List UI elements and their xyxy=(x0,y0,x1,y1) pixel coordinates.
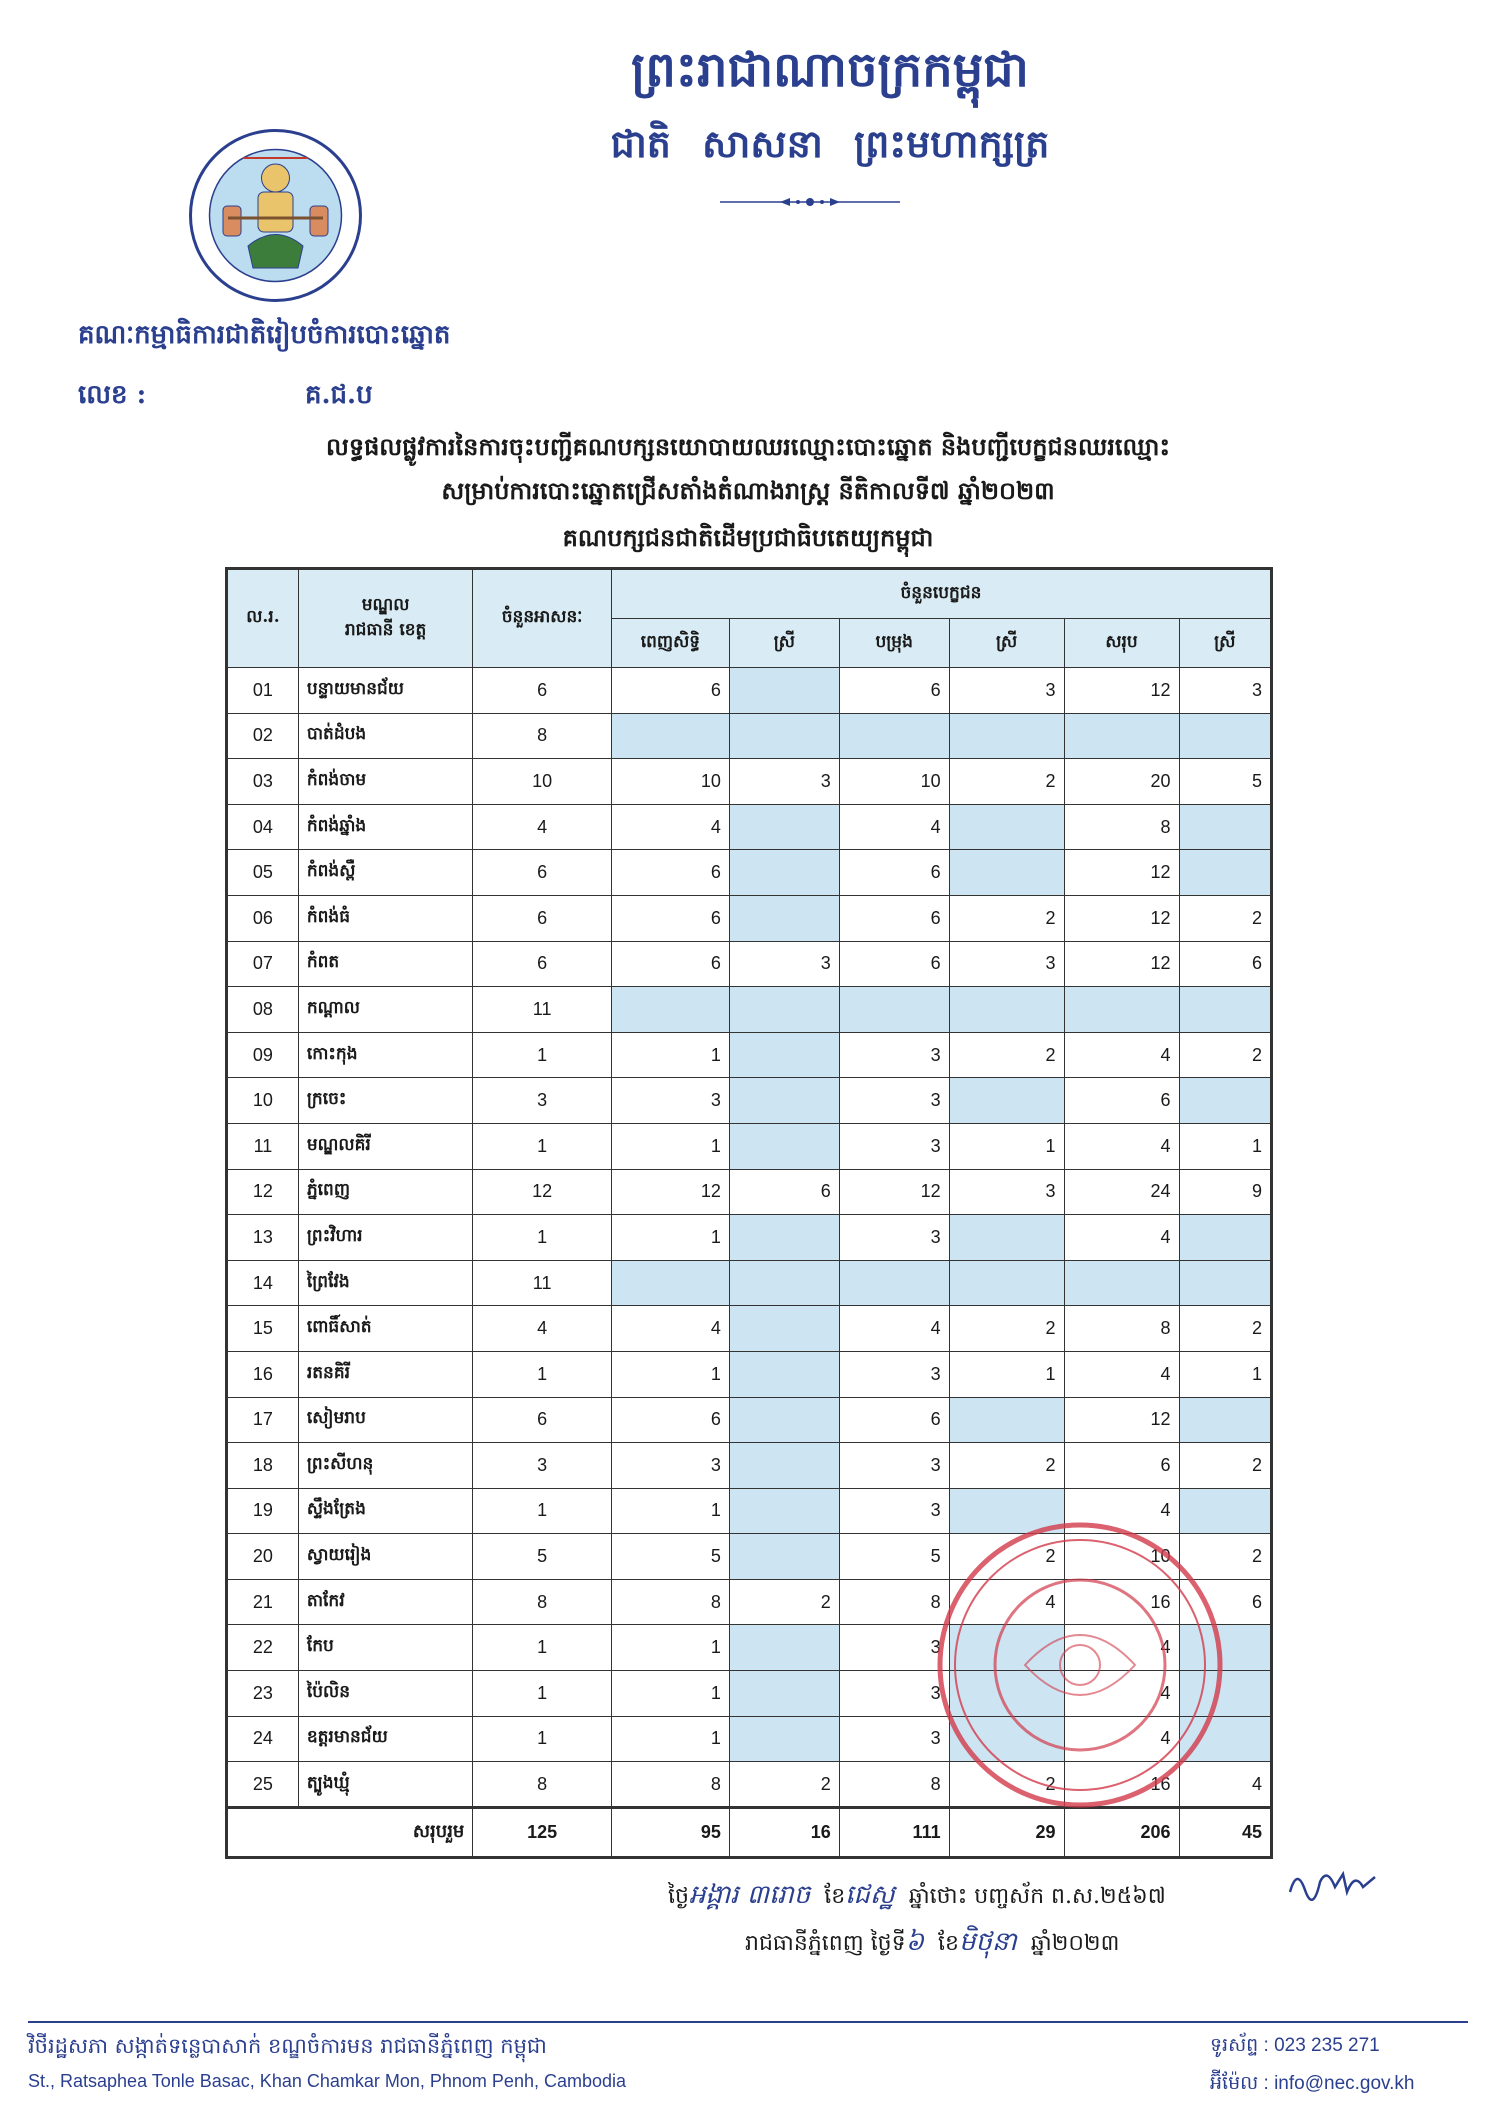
full-count: 6 xyxy=(611,1397,729,1443)
table-row xyxy=(227,1716,1272,1762)
table-row xyxy=(227,1397,1272,1443)
reserve-female-count: 2 xyxy=(949,759,1064,805)
table-row xyxy=(227,1351,1272,1397)
row-number: 14 xyxy=(227,1260,299,1306)
row-number: 16 xyxy=(227,1351,299,1397)
reserve-female-count: 3 xyxy=(949,668,1064,714)
reserve-count: 3 xyxy=(839,1625,949,1671)
full-count: 4 xyxy=(611,1306,729,1352)
reserve-count: 4 xyxy=(839,804,949,850)
total-female-count: 4 xyxy=(1179,1762,1272,1808)
seats-count: 5 xyxy=(473,1534,612,1580)
constituency-name: កោះកុង xyxy=(298,1032,473,1078)
seats-count: 12 xyxy=(473,1169,612,1215)
total-female-count xyxy=(1179,713,1272,759)
full-count: 10 xyxy=(611,759,729,805)
table-row xyxy=(227,1579,1272,1625)
total-count: 4 xyxy=(1064,1215,1179,1261)
reserve-count: 6 xyxy=(839,941,949,987)
totals-label: សរុបរួម xyxy=(227,1807,473,1857)
reserve-count: 3 xyxy=(839,1488,949,1534)
totals-total-female: 45 xyxy=(1179,1807,1272,1857)
total-count xyxy=(1064,1260,1179,1306)
constituency-name: ស្ទឹងត្រែង xyxy=(298,1488,473,1534)
full-female-count xyxy=(729,1078,839,1124)
reserve-female-count xyxy=(949,1716,1064,1762)
seats-count: 1 xyxy=(473,1716,612,1762)
row-number: 11 xyxy=(227,1123,299,1169)
constituency-name: កំពង់ចាម xyxy=(298,759,473,805)
table-row xyxy=(227,895,1272,941)
signature-icon xyxy=(1285,1862,1380,1904)
full-count: 5 xyxy=(611,1534,729,1580)
constituency-name: ត្បូងឃ្មុំ xyxy=(298,1762,473,1808)
reserve-female-count xyxy=(949,850,1064,896)
total-count: 4 xyxy=(1064,1351,1179,1397)
full-count xyxy=(611,713,729,759)
solar-year: ឆ្នាំ២០២៣ xyxy=(1030,1931,1120,1956)
total-female-count xyxy=(1179,987,1272,1033)
full-count: 3 xyxy=(611,1443,729,1489)
total-female-count: 2 xyxy=(1179,895,1272,941)
header-total: សរុប xyxy=(1064,619,1179,668)
full-count: 6 xyxy=(611,941,729,987)
reserve-female-count: 2 xyxy=(949,1032,1064,1078)
row-number: 03 xyxy=(227,759,299,805)
reserve-female-count xyxy=(949,1671,1064,1717)
reserve-count: 3 xyxy=(839,1671,949,1717)
constituency-name: រតនគិរី xyxy=(298,1351,473,1397)
table-row xyxy=(227,1625,1272,1671)
header-full: ពេញសិទ្ធិ xyxy=(611,619,729,668)
organization-name: គណៈកម្មាធិការជាតិរៀបចំការបោះឆ្នោត xyxy=(78,320,451,350)
seats-count: 6 xyxy=(473,941,612,987)
seats-count: 6 xyxy=(473,895,612,941)
seats-count: 1 xyxy=(473,1488,612,1534)
full-count: 1 xyxy=(611,1488,729,1534)
table-row xyxy=(227,1215,1272,1261)
total-female-count: 2 xyxy=(1179,1534,1272,1580)
table-row xyxy=(227,1306,1272,1352)
seats-count: 4 xyxy=(473,804,612,850)
seats-count: 6 xyxy=(473,668,612,714)
full-female-count xyxy=(729,1534,839,1580)
full-female-count xyxy=(729,668,839,714)
reserve-count: 6 xyxy=(839,895,949,941)
totals-seats: 125 xyxy=(473,1807,612,1857)
reserve-female-count xyxy=(949,1078,1064,1124)
totals-row xyxy=(227,1807,1272,1857)
full-female-count xyxy=(729,895,839,941)
total-count: 4 xyxy=(1064,1123,1179,1169)
reserve-count: 3 xyxy=(839,1078,949,1124)
seats-count: 1 xyxy=(473,1351,612,1397)
table-row xyxy=(227,759,1272,805)
full-count: 6 xyxy=(611,895,729,941)
total-female-count: 6 xyxy=(1179,1579,1272,1625)
lunar-day: អង្គារ ៣រោច xyxy=(688,1880,811,1910)
footer-address-khmer: វិថីរដ្ឋសភា សង្កាត់ទន្លេបាសាក់ ខណ្ឌចំការមន រាជធានីភ្នំពេញ កម្ពុជា xyxy=(28,2034,547,2058)
table-row xyxy=(227,1534,1272,1580)
constituency-name: បន្ទាយមានជ័យ xyxy=(298,668,473,714)
totals-reserve-female: 29 xyxy=(949,1807,1064,1857)
total-female-count xyxy=(1179,1397,1272,1443)
total-count: 8 xyxy=(1064,804,1179,850)
full-female-count: 2 xyxy=(729,1579,839,1625)
table-row xyxy=(227,1488,1272,1534)
seats-count: 1 xyxy=(473,1215,612,1261)
total-female-count xyxy=(1179,1078,1272,1124)
total-count: 12 xyxy=(1064,1397,1179,1443)
constituency-name: កំពង់ស្ពឺ xyxy=(298,850,473,896)
reserve-female-count xyxy=(949,1215,1064,1261)
solar-month-prefix: ខែ xyxy=(938,1931,959,1956)
reserve-female-count: 2 xyxy=(949,1306,1064,1352)
total-female-count xyxy=(1179,1716,1272,1762)
full-count: 1 xyxy=(611,1625,729,1671)
lunar-month: ជេស្ឋ xyxy=(845,1880,895,1910)
seats-count: 3 xyxy=(473,1443,612,1489)
totals-total: 206 xyxy=(1064,1807,1179,1857)
constituency-name: ក្រចេះ xyxy=(298,1078,473,1124)
full-count: 8 xyxy=(611,1762,729,1808)
full-female-count xyxy=(729,1032,839,1078)
footer-email: អ៊ីម៉ែល : info@nec.gov.kh xyxy=(1210,2073,1415,2094)
constituency-name: ពោធិ៍សាត់ xyxy=(298,1306,473,1352)
table-row xyxy=(227,1260,1272,1306)
row-number: 02 xyxy=(227,713,299,759)
full-count: 1 xyxy=(611,1716,729,1762)
table-row xyxy=(227,987,1272,1033)
reserve-female-count: 1 xyxy=(949,1351,1064,1397)
full-female-count xyxy=(729,1443,839,1489)
document-title-line1: លទ្ធផលផ្លូវការនៃការចុះបញ្ជីគណបក្សនយោបាយឈរឈ្មោះបោះឆ្នោត និងបញ្ជីបេក្ខជនឈរឈ្មោះ xyxy=(325,432,1171,461)
reserve-female-count: 2 xyxy=(949,1534,1064,1580)
seats-count: 1 xyxy=(473,1123,612,1169)
row-number: 18 xyxy=(227,1443,299,1489)
full-female-count: 2 xyxy=(729,1762,839,1808)
table-row xyxy=(227,1078,1272,1124)
total-female-count: 2 xyxy=(1179,1306,1272,1352)
full-female-count xyxy=(729,1671,839,1717)
header-candidates: ចំនួនបេក្ខជន xyxy=(611,569,1271,619)
solar-date xyxy=(745,1925,1119,1963)
seats-count: 1 xyxy=(473,1671,612,1717)
constituency-name: កែប xyxy=(298,1625,473,1671)
totals-reserve: 111 xyxy=(839,1807,949,1857)
full-count: 1 xyxy=(611,1215,729,1261)
reserve-female-count: 1 xyxy=(949,1123,1064,1169)
total-count: 4 xyxy=(1064,1625,1179,1671)
full-female-count xyxy=(729,1351,839,1397)
seats-count: 1 xyxy=(473,1032,612,1078)
reserve-female-count: 3 xyxy=(949,941,1064,987)
national-motto: ជាតិ សាសនា ព្រះមហាក្សត្រ xyxy=(610,121,1050,166)
constituency-name: ព្រៃវែង xyxy=(298,1260,473,1306)
total-count xyxy=(1064,713,1179,759)
reserve-count: 6 xyxy=(839,1397,949,1443)
full-female-count xyxy=(729,850,839,896)
reserve-female-count: 2 xyxy=(949,1762,1064,1808)
total-count: 8 xyxy=(1064,1306,1179,1352)
seats-count: 11 xyxy=(473,987,612,1033)
full-count: 1 xyxy=(611,1671,729,1717)
reserve-female-count xyxy=(949,1397,1064,1443)
table-row xyxy=(227,1671,1272,1717)
reserve-count: 3 xyxy=(839,1215,949,1261)
full-female-count xyxy=(729,1488,839,1534)
full-count: 6 xyxy=(611,668,729,714)
full-female-count xyxy=(729,1260,839,1306)
reserve-count: 6 xyxy=(839,668,949,714)
row-number: 19 xyxy=(227,1488,299,1534)
total-female-count: 2 xyxy=(1179,1032,1272,1078)
full-female-count: 6 xyxy=(729,1169,839,1215)
row-number: 05 xyxy=(227,850,299,896)
total-count: 12 xyxy=(1064,941,1179,987)
row-number: 08 xyxy=(227,987,299,1033)
table-row xyxy=(227,850,1272,896)
constituency-name: តាកែវ xyxy=(298,1579,473,1625)
seats-count: 6 xyxy=(473,1397,612,1443)
header-constituency: មណ្ឌល រាជធានី ខេត្ត xyxy=(298,569,473,668)
totals-full-female: 16 xyxy=(729,1807,839,1857)
reserve-count: 8 xyxy=(839,1579,949,1625)
total-count xyxy=(1064,987,1179,1033)
total-count: 6 xyxy=(1064,1078,1179,1124)
reserve-female-count: 2 xyxy=(949,1443,1064,1489)
table-row xyxy=(227,668,1272,714)
full-female-count xyxy=(729,1397,839,1443)
ornament-divider-icon xyxy=(720,195,900,209)
table-row xyxy=(227,1169,1272,1215)
constituency-name: បាត់ដំបង xyxy=(298,713,473,759)
row-number: 15 xyxy=(227,1306,299,1352)
reserve-count xyxy=(839,713,949,759)
seats-count: 1 xyxy=(473,1625,612,1671)
row-number: 12 xyxy=(227,1169,299,1215)
constituency-name: កំពត xyxy=(298,941,473,987)
total-count: 16 xyxy=(1064,1579,1179,1625)
total-count: 4 xyxy=(1064,1716,1179,1762)
full-female-count: 3 xyxy=(729,759,839,805)
reserve-female-count xyxy=(949,1488,1064,1534)
total-count: 10 xyxy=(1064,1534,1179,1580)
table-row xyxy=(227,1123,1272,1169)
total-count: 12 xyxy=(1064,850,1179,896)
reserve-female-count xyxy=(949,1260,1064,1306)
reserve-count xyxy=(839,987,949,1033)
kingdom-title: ព្រះរាជាណាចក្រកម្ពុជា xyxy=(631,42,1029,98)
total-female-count: 1 xyxy=(1179,1123,1272,1169)
row-number: 10 xyxy=(227,1078,299,1124)
total-female-count xyxy=(1179,1625,1272,1671)
full-count: 6 xyxy=(611,850,729,896)
constituency-name: ព្រះវិហារ xyxy=(298,1215,473,1261)
reserve-count: 3 xyxy=(839,1032,949,1078)
total-female-count xyxy=(1179,1215,1272,1261)
solar-day-prefix: រាជធានីភ្នំពេញ ថ្ងៃទី xyxy=(745,1931,906,1956)
full-count xyxy=(611,987,729,1033)
constituency-name: ព្រះសីហនុ xyxy=(298,1443,473,1489)
full-female-count: 3 xyxy=(729,941,839,987)
total-count: 4 xyxy=(1064,1032,1179,1078)
total-female-count xyxy=(1179,1260,1272,1306)
seats-count: 8 xyxy=(473,713,612,759)
total-female-count: 9 xyxy=(1179,1169,1272,1215)
reserve-female-count xyxy=(949,987,1064,1033)
reserve-count: 3 xyxy=(839,1123,949,1169)
total-female-count xyxy=(1179,804,1272,850)
row-number: 25 xyxy=(227,1762,299,1808)
lunar-day-prefix: ថ្ងៃ xyxy=(668,1884,689,1909)
header-reserve: បម្រុង xyxy=(839,619,949,668)
reserve-female-count xyxy=(949,713,1064,759)
total-count: 16 xyxy=(1064,1762,1179,1808)
row-number: 24 xyxy=(227,1716,299,1762)
total-female-count xyxy=(1179,1488,1272,1534)
row-number: 23 xyxy=(227,1671,299,1717)
full-female-count xyxy=(729,713,839,759)
total-count: 4 xyxy=(1064,1488,1179,1534)
seats-count: 11 xyxy=(473,1260,612,1306)
footer-address-english: St., Ratsaphea Tonle Basac, Khan Chamkar Mon, Phnom Penh, Cambodia xyxy=(28,2071,627,2091)
total-female-count xyxy=(1179,850,1272,896)
row-number: 22 xyxy=(227,1625,299,1671)
solar-month: មិថុនា xyxy=(958,1927,1017,1957)
row-number: 01 xyxy=(227,668,299,714)
row-number: 17 xyxy=(227,1397,299,1443)
full-female-count xyxy=(729,1625,839,1671)
total-female-count: 2 xyxy=(1179,1443,1272,1489)
row-number: 04 xyxy=(227,804,299,850)
full-count: 1 xyxy=(611,1032,729,1078)
total-female-count: 3 xyxy=(1179,668,1272,714)
lunar-year: ឆ្នាំថោះ បញ្ចស័ក ព.ស.២៥៦៧ xyxy=(908,1884,1166,1909)
table-row xyxy=(227,1762,1272,1808)
row-number: 13 xyxy=(227,1215,299,1261)
constituency-name: កំពង់ឆ្នាំង xyxy=(298,804,473,850)
total-female-count xyxy=(1179,1671,1272,1717)
full-female-count xyxy=(729,1215,839,1261)
lunar-date xyxy=(668,1878,1166,1916)
reserve-female-count: 2 xyxy=(949,895,1064,941)
reserve-count: 12 xyxy=(839,1169,949,1215)
document-title-line2: សម្រាប់ការបោះឆ្នោតជ្រើសតាំងតំណាងរាស្ត្រ នីតិកាលទី៧ ឆ្នាំ២០២៣ xyxy=(441,476,1055,505)
footer-phone: ទូរស័ព្ទ : 023 235 271 xyxy=(1210,2035,1380,2056)
full-female-count xyxy=(729,1716,839,1762)
reserve-female-count xyxy=(949,804,1064,850)
row-number: 06 xyxy=(227,895,299,941)
table-row xyxy=(227,1032,1272,1078)
footer-divider xyxy=(28,2021,1468,2023)
full-female-count xyxy=(729,1123,839,1169)
reference-value: គ.ជ.ប xyxy=(305,380,373,410)
reserve-count: 3 xyxy=(839,1443,949,1489)
header-total-female: ស្រី xyxy=(1179,619,1272,668)
full-female-count xyxy=(729,987,839,1033)
total-female-count: 5 xyxy=(1179,759,1272,805)
total-female-count: 1 xyxy=(1179,1351,1272,1397)
full-female-count xyxy=(729,804,839,850)
header-no: ល.រ. xyxy=(227,569,299,668)
constituency-name: សៀមរាប xyxy=(298,1397,473,1443)
full-count: 1 xyxy=(611,1351,729,1397)
full-count xyxy=(611,1260,729,1306)
header-seats: ចំនួនអាសនៈ xyxy=(473,569,612,668)
header-full-female: ស្រី xyxy=(729,619,839,668)
solar-day: ៦ xyxy=(905,1927,925,1957)
total-count: 12 xyxy=(1064,895,1179,941)
total-count: 12 xyxy=(1064,668,1179,714)
constituency-name: ស្វាយរៀង xyxy=(298,1534,473,1580)
reserve-female-count xyxy=(949,1625,1064,1671)
constituency-name: ប៉ៃលិន xyxy=(298,1671,473,1717)
seats-count: 6 xyxy=(473,850,612,896)
total-female-count: 6 xyxy=(1179,941,1272,987)
totals-full: 95 xyxy=(611,1807,729,1857)
total-count: 4 xyxy=(1064,1671,1179,1717)
reserve-count: 10 xyxy=(839,759,949,805)
reserve-female-count: 4 xyxy=(949,1579,1064,1625)
lunar-month-prefix: ខែ xyxy=(824,1884,846,1909)
party-name: គណបក្សជនជាតិដើមប្រជាធិបតេយ្យកម្ពុជា xyxy=(562,523,934,552)
table-row xyxy=(227,713,1272,759)
reserve-count: 4 xyxy=(839,1306,949,1352)
total-count: 24 xyxy=(1064,1169,1179,1215)
seats-count: 4 xyxy=(473,1306,612,1352)
seats-count: 3 xyxy=(473,1078,612,1124)
seats-count: 10 xyxy=(473,759,612,805)
constituency-name: ឧត្តរមានជ័យ xyxy=(298,1716,473,1762)
full-female-count xyxy=(729,1306,839,1352)
reserve-count: 6 xyxy=(839,850,949,896)
reserve-count: 5 xyxy=(839,1534,949,1580)
constituency-name: កំពង់ធំ xyxy=(298,895,473,941)
table-row xyxy=(227,941,1272,987)
full-count: 1 xyxy=(611,1123,729,1169)
header-reserve-female: ស្រី xyxy=(949,619,1064,668)
reserve-count: 3 xyxy=(839,1351,949,1397)
reference-label: លេខ : xyxy=(78,380,147,410)
constituency-name: កណ្តាល xyxy=(298,987,473,1033)
row-number: 21 xyxy=(227,1579,299,1625)
full-count: 12 xyxy=(611,1169,729,1215)
seats-count: 8 xyxy=(473,1579,612,1625)
reserve-count xyxy=(839,1260,949,1306)
row-number: 20 xyxy=(227,1534,299,1580)
table-row xyxy=(227,804,1272,850)
total-count: 6 xyxy=(1064,1443,1179,1489)
seats-count: 8 xyxy=(473,1762,612,1808)
constituency-name: មណ្ឌលគិរី xyxy=(298,1123,473,1169)
total-count: 20 xyxy=(1064,759,1179,805)
reserve-count: 8 xyxy=(839,1762,949,1808)
constituency-name: ភ្នំពេញ xyxy=(298,1169,473,1215)
table-row xyxy=(227,1443,1272,1489)
row-number: 07 xyxy=(227,941,299,987)
nec-emblem-icon xyxy=(188,128,363,303)
candidate-results-table xyxy=(225,567,1273,1859)
reserve-female-count: 3 xyxy=(949,1169,1064,1215)
reserve-count: 3 xyxy=(839,1716,949,1762)
full-count: 4 xyxy=(611,804,729,850)
full-count: 3 xyxy=(611,1078,729,1124)
row-number: 09 xyxy=(227,1032,299,1078)
full-count: 8 xyxy=(611,1579,729,1625)
